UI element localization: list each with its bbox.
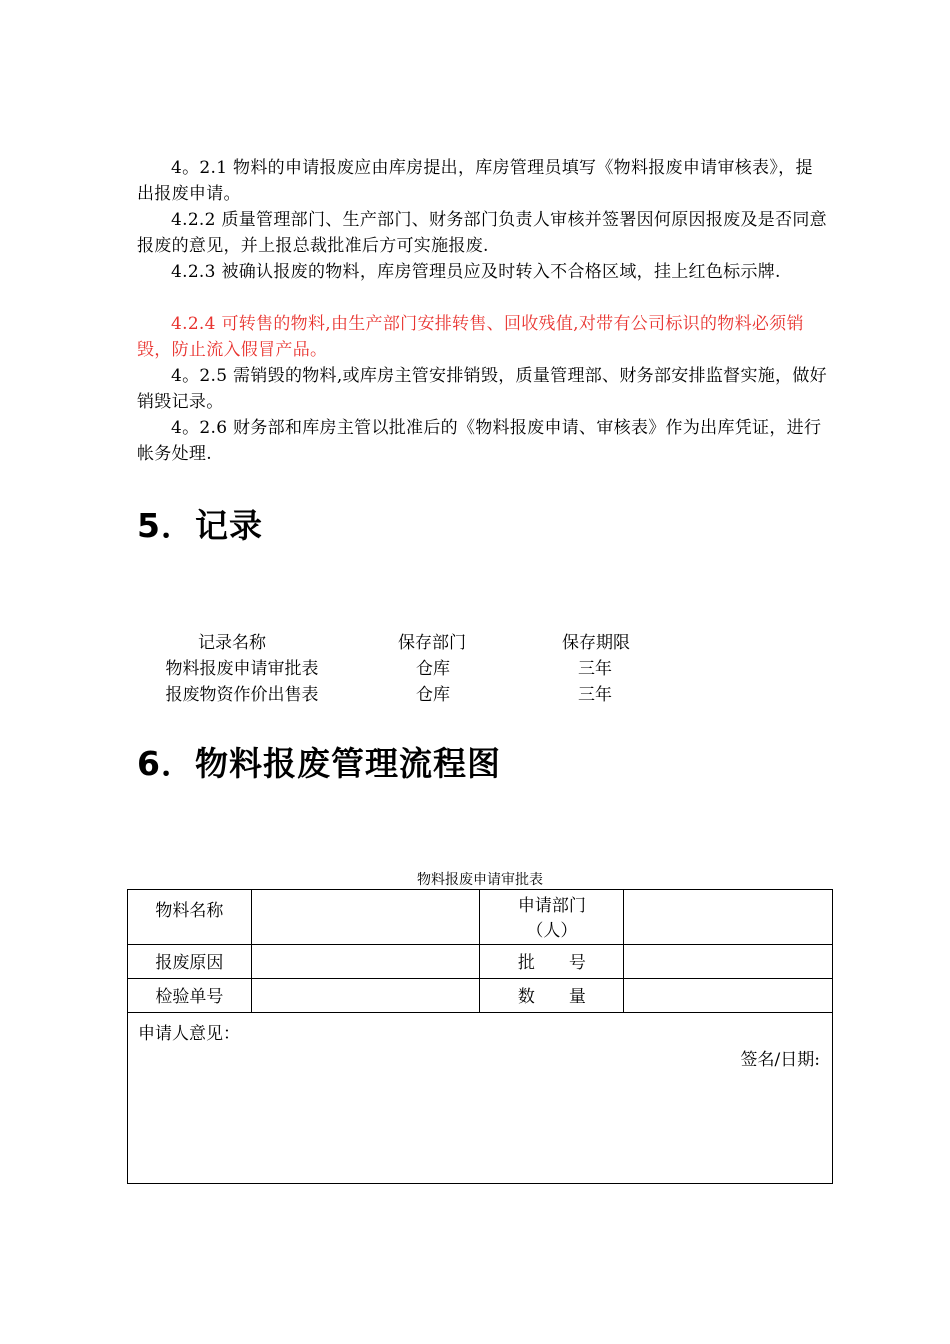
records-row-2-dept: 仓库 — [416, 685, 450, 705]
field-scrap-reason[interactable] — [251, 945, 480, 979]
field-material-name[interactable] — [251, 890, 480, 945]
field-quantity[interactable] — [624, 979, 833, 1013]
records-row-2-name: 报废物资作价出售表 — [165, 685, 319, 705]
paragraph-text: 4.2.3 被确认报废的物料，库房管理员应及时转入不合格区域，挂上红色标示牌. — [171, 262, 781, 282]
records-header-dept: 保存部门 — [398, 633, 466, 653]
paragraph-4-2-3 — [137, 259, 827, 285]
paragraph-text: 4。2.6 财务部和库房主管以批准后的《物料报废申请、审核表》作为出库凭证，进行帐务处理. — [137, 418, 822, 464]
records-row-1-dept: 仓库 — [416, 659, 450, 679]
paragraph-text: 4。2.1 物料的申请报废应由库房提出，库房管理员填写《物料报废申请审核表》，提出报废申请。 — [137, 158, 813, 204]
field-approval-no[interactable] — [624, 945, 833, 979]
field-applicant-dept[interactable] — [624, 890, 833, 945]
scrap-application-form — [127, 889, 833, 1184]
label-approval-no — [480, 945, 624, 979]
paragraph-4-2-4 — [137, 311, 827, 363]
label-text: 报废原因 — [155, 953, 224, 973]
records-header-name: 记录名称 — [198, 633, 266, 653]
paragraph-text: 4.2.2 质量管理部门、生产部门、财务部门负责人审核并签署因何原因报废及是否同意报废的意见，并上报总裁批准后方可实施报废. — [137, 210, 827, 256]
label-text: 物料名称 — [155, 901, 224, 921]
paragraph-4-2-1 — [137, 155, 827, 207]
label-inspection-no — [128, 979, 252, 1013]
paragraph-4-2-5 — [137, 363, 827, 415]
label-applicant-dept — [480, 890, 624, 945]
label-text: 数 量 — [517, 987, 586, 1007]
paragraph-4-2-2 — [137, 207, 827, 259]
records-row-1-name: 物料报废申请审批表 — [165, 659, 319, 679]
field-inspection-no[interactable] — [251, 979, 480, 1013]
applicant-opinion-label: 申请人意见： — [138, 1024, 240, 1044]
section-5-heading: 5．记录 — [137, 506, 263, 545]
applicant-opinion-cell[interactable] — [128, 1013, 833, 1184]
section-6-heading: 6．物料报废管理流程图 — [137, 744, 501, 783]
paragraph-text: 4.2.4 可转售的物料,由生产部门安排转售、回收残值,对带有公司标识的物料必须销毁，防止流入假冒产品。 — [137, 314, 804, 360]
label-material-name — [128, 890, 252, 945]
label-text: 检验单号 — [155, 987, 224, 1007]
paragraph-4-2-6 — [137, 415, 827, 467]
sign-date-label: 签名/日期: — [740, 1050, 820, 1070]
records-header-period: 保存期限 — [562, 633, 630, 653]
form-caption: 物料报废申请审批表 — [417, 872, 543, 888]
records-row-1-period: 三年 — [578, 659, 612, 679]
records-row-2-period: 三年 — [578, 685, 612, 705]
paragraph-text: 4。2.5 需销毁的物料,或库房主管安排销毁，质量管理部、财务部安排监督实施，做好销毁记录。 — [137, 366, 827, 412]
label-text: 申请部门（人） — [517, 896, 586, 941]
label-scrap-reason — [128, 945, 252, 979]
label-text: 批 号 — [517, 953, 586, 973]
label-quantity — [480, 979, 624, 1013]
